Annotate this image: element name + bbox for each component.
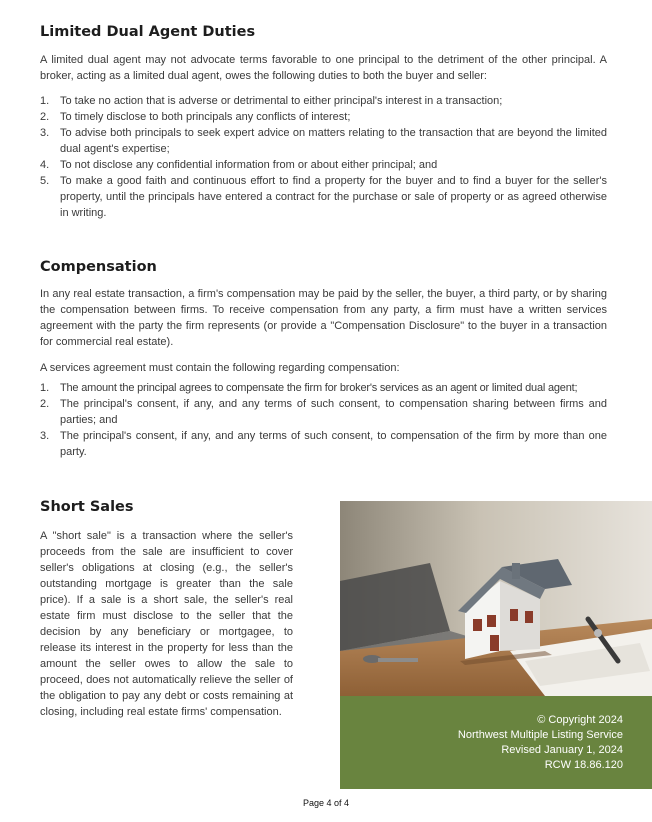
section-heading-short-sales: Short Sales bbox=[40, 499, 134, 515]
house-model-illustration bbox=[340, 501, 652, 696]
copyright-line: © Copyright 2024 bbox=[537, 714, 623, 726]
list-item: 2. To timely disclose to both principals any conflicts of interest; bbox=[40, 111, 351, 123]
house-model-photo bbox=[340, 501, 652, 696]
list-item: 2. The principal's consent, if any, and any terms of such consent, to compensation sharing between firms and parties; and bbox=[40, 398, 607, 426]
list-item: 1. The amount the principal agrees to compensate the firm for broker's services as an agent or limited dual agent; bbox=[40, 382, 578, 394]
list-item: 3. To advise both principals to seek expert advice on matters relating to the transaction that are beyond the limited dual agent's expertise; bbox=[40, 127, 607, 155]
section-heading-compensation: Compensation bbox=[40, 259, 157, 275]
compensation-requirements-intro: A services agreement must contain the following regarding compensation: bbox=[40, 362, 400, 374]
page-number: Page 4 of 4 bbox=[302, 798, 350, 808]
list-item: 5. To make a good faith and continuous effort to find a property for the buyer and to find a buyer for the seller's property, until the principals have entered a contract for the purchase or sale of property or as agreed otherwise in writing. bbox=[40, 175, 607, 219]
compensation-paragraph: In any real estate transaction, a firm's compensation may be paid by the seller, the buyer, a third party, or by sharing the compensation between firms. To receive compensation from any party, a firm must have a written services agreement with the party the firm represents (or provide a "Compensation Disclosure" to the buyer in a transaction for commercial real estate). bbox=[40, 288, 607, 348]
short-sales-paragraph: A "short sale" is a transaction where the seller's proceeds from the sale are insufficient to cover seller's obligations at closing (e.g., the seller's outstanding mortgage is greater than the sale price). If a sale is a short sale, the seller's real estate firm must disclose to the seller that the decision by any beneficiary or mortgagee, to release its interest in the property for less than the amount the seller owes to allow the sale to proceed, does not automatically relieve the seller of the obligation to pay any debt or costs remaining at closing, including real estate firms' compensation. bbox=[40, 530, 293, 718]
section-heading-dual-agent: Limited Dual Agent Duties bbox=[40, 24, 256, 40]
dual-agent-duties-list bbox=[40, 93, 607, 221]
list-item: 3. The principal's consent, if any, and any terms of such consent, to compensation of the firm by more than one party. bbox=[40, 430, 607, 458]
publisher-line: Northwest Multiple Listing Service bbox=[457, 729, 623, 741]
list-item: 4. To not disclose any confidential information from or about either principal; and bbox=[40, 159, 438, 171]
compensation-requirements-list bbox=[40, 380, 607, 460]
copyright-box bbox=[340, 696, 652, 789]
rcw-reference-line: RCW 18.86.120 bbox=[544, 759, 623, 771]
dual-agent-intro: A limited dual agent may not advocate terms favorable to one principal to the detriment of the other principal. A broker, acting as a limited dual agent, owes the following duties to both the buyer and seller: bbox=[40, 54, 607, 82]
revised-date-line: Revised January 1, 2024 bbox=[501, 744, 623, 756]
list-item: 1. To take no action that is adverse or detrimental to either principal's interest in a transaction; bbox=[40, 95, 503, 107]
